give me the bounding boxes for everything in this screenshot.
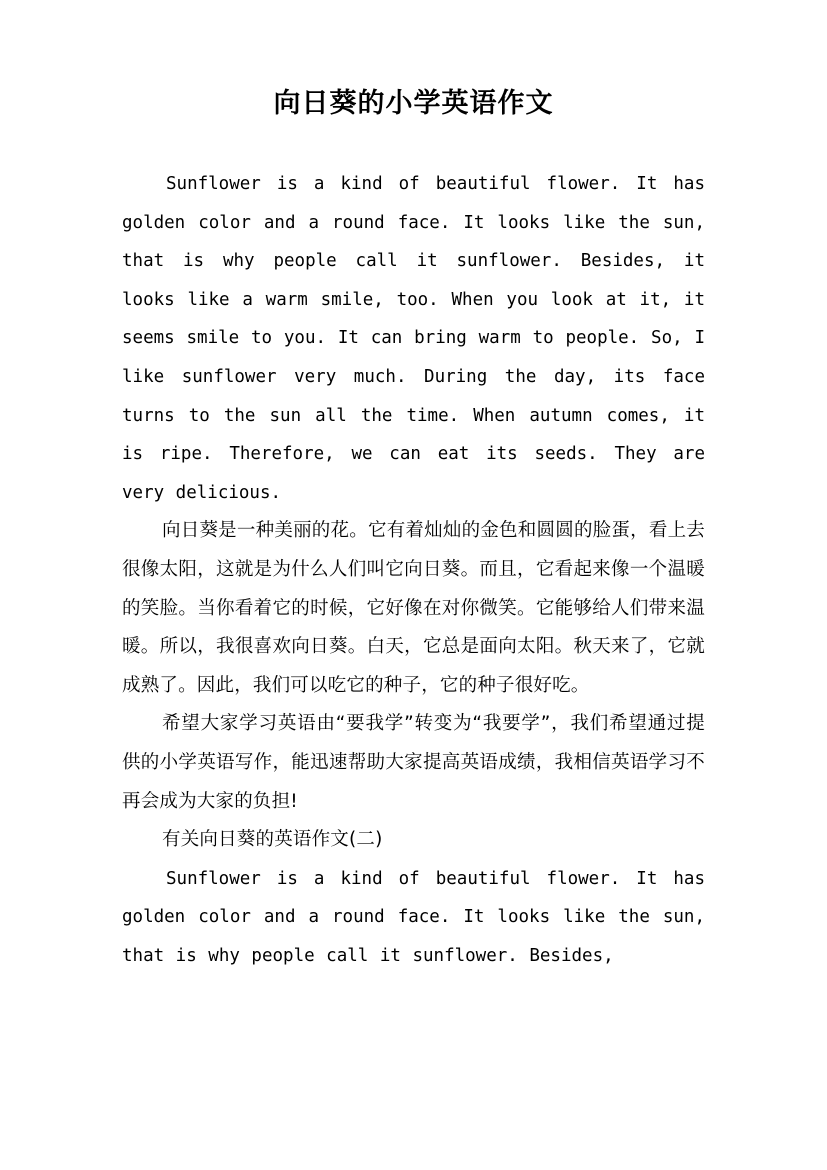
paragraph-chinese-translation: 向日葵是一种美丽的花。它有着灿灿的金色和圆圆的脸蛋，看上去很像太阳，这就是为什么人们叫它向日葵。而且，它看起来像一个温暖的笑脸。当你看着它的时候，它好像在对你微笑。它能够给人们带来温暖。所以，我很喜欢向日葵。白天，它总是面向太阳。秋天来了，它就成熟了。因此，我们可以吃它的种子，它的种子很好吃。 xyxy=(122,520,705,696)
paragraph-english-second: Sunflower is a kind of beautiful flower. It has golden color and a round face. It looks like the sun, that is why people call it sunflower. Besides, xyxy=(122,868,705,966)
page-title: 向日葵的小学英语作文 xyxy=(273,88,554,119)
paragraph-chinese-note: 希望大家学习英语由“要我学”转变为“我要学”，我们希望通过提供的小学英语写作，能迅速帮助大家提高英语成绩，我相信英语学习不再会成为大家的负担! xyxy=(122,713,705,812)
paragraph-english-intro: Sunflower is a kind of beautiful flower. It has golden color and a round face. It looks like the sun, that is why people call it sunflower. Besides, it looks like a warm smile, too. When you look at it, it seems smile to you. It can bring warm to people. So, I like sunflower very much. During the day, its face turns to the sun all the time. When autumn comes, it is ripe. Therefore, we can eat its seeds. They are very delicious. xyxy=(122,174,705,503)
paragraph-section-heading: 有关向日葵的英语作文(二) xyxy=(162,829,383,851)
